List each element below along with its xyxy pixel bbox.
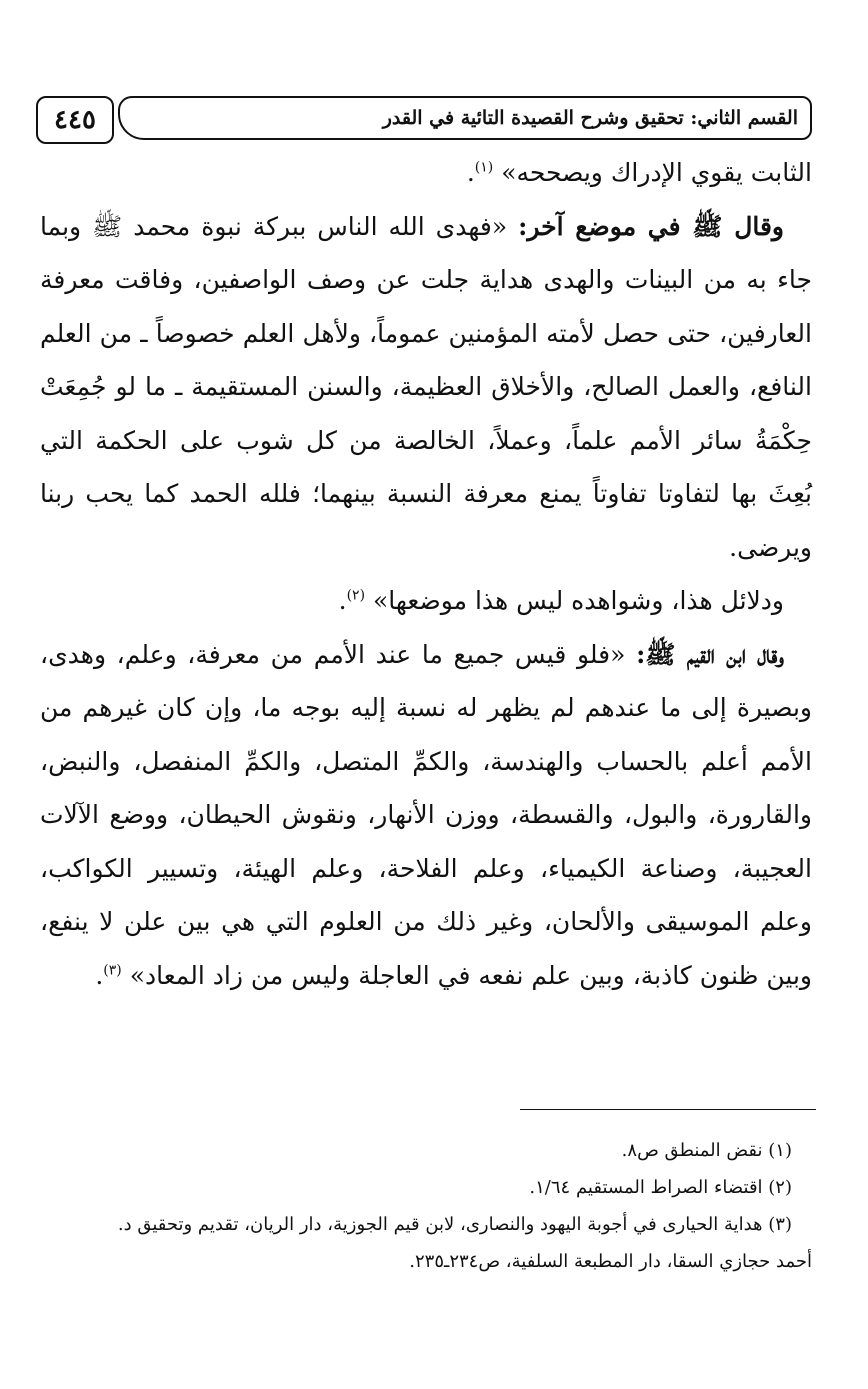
- footnote-3-line-2: أحمد حجازي السقا، دار المطبعة السلفية، ص٢٣٤ـ٢٣٥.: [409, 1251, 812, 1272]
- paragraph-3: [40, 574, 812, 628]
- paragraph-1: [40, 146, 812, 200]
- main-text: [40, 146, 812, 1002]
- footnote-ref-1: (١): [474, 159, 494, 176]
- paragraph-1-end: .: [466, 158, 475, 187]
- running-title: القسم الثاني: تحقيق وشرح القصيدة التائية في القدر: [118, 96, 812, 140]
- footnote-ref-3: (٣): [103, 962, 122, 979]
- footnote-1: (١) نقض المنطق ص٨.: [621, 1140, 792, 1161]
- page-header: [36, 96, 812, 144]
- footnote-2: (٢) اقتضاء الصراط المستقيم ١/٦٤.: [529, 1177, 792, 1198]
- footnote-ref-2: (٢): [346, 587, 366, 604]
- paragraph-4-text: «فلو قيس جميع ما عند الأمم من معرفة، وعلم، وهدى، وبصيرة إلى ما عندهم لم يظهر له نسبة إليه بوجه ما، وإن كان غيرهم من الأمم أعلم بالحساب والهندسة، والكمِّ المتصل، والكمِّ المنفصل، والنبض، والقارورة، والبول، والقسطة، ووزن الأنهار، ونقوش الحيطان، ووضع الآلات العجيبة، وصناعة الكيمياء، وعلم الفلاحة، وعلم الهيئة، وتسيير الكواكب، وعلم الموسيقى والألحان، وغير ذلك من العلوم التي هي بين علن لا ينفع، وبين ظنون كاذبة، وبين علم نفعه في العاجلة وليس من زاد المعاد»: [40, 639, 812, 990]
- footnotes: [40, 1132, 812, 1280]
- paragraph-3-text: ودلائل هذا، وشواهده ليس هذا موضعها»: [372, 586, 784, 615]
- page-number: ٤٤٥: [36, 96, 114, 144]
- paragraph-2-text: «فهدى الله الناس ببركة نبوة محمد ﷺ وبما جاء به من البينات والهدى هداية جلت عن وصف الواصفين، وفاقت معرفة العارفين، حتى حصل لأمته المؤمنين عموماً، ولأهل العلم خصوصاً ـ من العلم النافع، والعمل الصالح، والأخلاق العظيمة، والسنن المستقيمة ـ ما لو جُمِعَتْ حِكْمَةُ سائر الأمم علماً، وعملاً، الخالصة من كل شوب على الحكمة التي بُعِثَ بها لتفاوتا تفاوتاً يمنع معرفة النسبة بينهما؛ فلله الحمد كما يحب ربنا ويرضى.: [40, 211, 813, 562]
- paragraph-4-lead: وقال ابن القيم ﷺ:: [636, 639, 784, 669]
- paragraph-2-lead: وقال ﷺ في موضع آخر:: [518, 211, 785, 241]
- paragraph-3-end: .: [338, 586, 347, 615]
- footnote-divider: [520, 1109, 816, 1110]
- paragraph-1-text: الثابت يقوي الإدراك ويصححه»: [501, 158, 812, 187]
- footnote-3-line-1: (٣) هداية الحيارى في أجوبة اليهود والنصارى، لابن قيم الجوزية، دار الريان، تقديم وتحقيق د.: [117, 1214, 792, 1235]
- paragraph-4: [40, 628, 812, 1003]
- paragraph-4-end: .: [95, 960, 104, 990]
- paragraph-2: [40, 200, 812, 575]
